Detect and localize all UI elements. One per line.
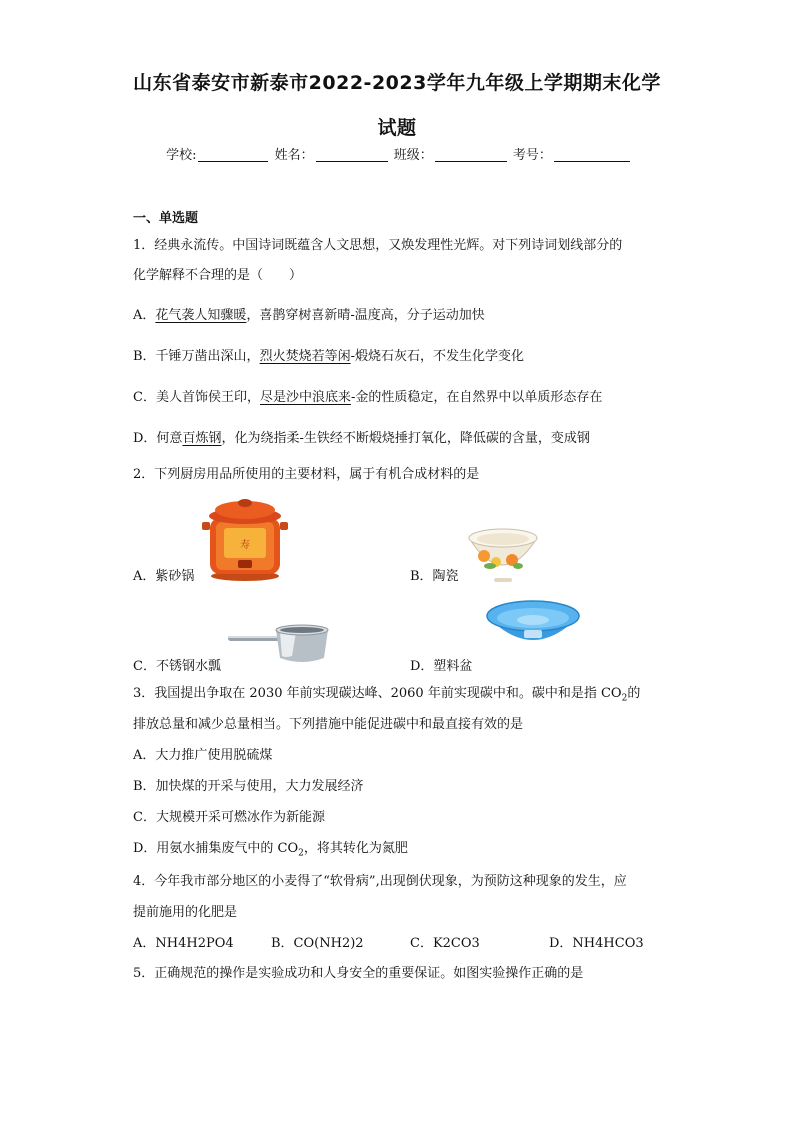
school-blank [198, 147, 268, 162]
stainless-ladle-image [226, 622, 330, 666]
q4-option-c: C．K2CO3 [410, 936, 480, 951]
number-label: 考号： [512, 148, 552, 163]
ceramic-bowl-image [466, 526, 540, 584]
option-text: ，将其转化为氮肥 [303, 841, 408, 856]
option-text: -煅烧石灰石，不发生化学变化 [350, 349, 524, 364]
q4-option-b: B．CO(NH2)2 [271, 936, 364, 951]
q3-stem-line2: 排放总量和减少总量相当。下列措施中能促进碳中和最直接有效的是 [133, 717, 524, 732]
q4-stem-line1: 4．今年我市部分地区的小麦得了“软骨病”,出现倒伏现象，为预防这种现象的发生，应 [133, 874, 627, 889]
q1-stem-line1: 1．经典永流传。中国诗词既蕴含人文思想，又焕发理性光辉。对下列诗词划线部分的 [133, 238, 623, 253]
q2-stem: 2．下列厨房用品所使用的主要材料，属于有机合成材料的是 [133, 467, 480, 482]
plastic-basin-image [484, 598, 582, 652]
option-prefix: B．千锤万凿出深山， [133, 349, 260, 364]
student-info-row [0, 144, 794, 163]
subscript: 2 [298, 848, 304, 859]
q5-stem: 5．正确规范的操作是实验成功和人身安全的重要保证。如图实验操作正确的是 [133, 966, 584, 981]
q2-option-d: D．塑料盆 [410, 659, 473, 674]
option-text: ，化为绕指柔-生铁经不断煅烧捶打氧化，降低碳的含量，变成钢 [221, 431, 590, 446]
class-blank [435, 147, 507, 162]
q3-option-a: A．大力推广使用脱硫煤 [133, 748, 273, 763]
q2-option-c: C．不锈钢水瓢 [133, 659, 221, 674]
option-prefix: C．美人首饰侯王印， [133, 390, 260, 405]
stem-text: 的 [627, 686, 641, 701]
q4-option-a: A．NH4H2PO4 [133, 936, 234, 951]
svg-text:寿: 寿 [240, 540, 250, 551]
q2-option-a: A．紫砂锅 [133, 569, 195, 584]
doc-title-line1: 山东省泰安市新泰市2022-2023学年九年级上学期期末化学 [133, 72, 661, 94]
q4-option-d: D．NH4HCO3 [549, 936, 644, 951]
q3-option-c: C．大规模开采可燃冰作为新能源 [133, 810, 325, 825]
name-blank [316, 147, 388, 162]
underlined-phrase: 花气袭人知骤暖 [155, 308, 247, 323]
number-blank [554, 147, 630, 162]
stem-text: 3．我国提出争取在 2030 年前实现碳达峰、2060 年前实现碳中和。碳中和是指 CO [133, 686, 622, 701]
school-label: 学校: [166, 148, 197, 163]
q1-option-d [133, 427, 590, 446]
q3-option-d [133, 837, 408, 859]
q3-option-b: B．加快煤的开采与使用，大力发展经济 [133, 779, 364, 794]
underlined-phrase: 烈火焚烧若等闲 [259, 349, 351, 364]
q1-option-a [133, 304, 485, 323]
subscript: 2 [621, 693, 628, 704]
option-text: D．用氨水捕集废气中的 CO [133, 841, 299, 856]
option-text: -金的性质稳定，在自然界中以单质形态存在 [350, 390, 603, 405]
doc-title-line2: 试题 [377, 117, 417, 139]
q2-option-b: B．陶瓷 [410, 569, 459, 584]
q1-option-c [133, 386, 602, 405]
q1-stem-line2: 化学解释不合理的是（ ） [133, 268, 303, 283]
q1-option-b [133, 345, 524, 364]
class-label: 班级： [393, 148, 433, 163]
option-text: ，喜鹊穿树喜新晴-温度高，分子运动加快 [246, 308, 485, 323]
underlined-phrase: 尽是沙中浪底来 [259, 390, 351, 405]
clay-pot-image [200, 494, 290, 582]
q3-stem-line1 [133, 682, 640, 704]
name-label: 姓名： [274, 148, 314, 163]
q4-stem-line2: 提前施用的化肥是 [133, 905, 238, 920]
section-heading-single-choice: 一、单选题 [133, 211, 199, 226]
option-prefix: A． [133, 308, 156, 323]
option-prefix: D．何意 [133, 431, 183, 446]
underlined-phrase: 百炼钢 [182, 431, 222, 446]
